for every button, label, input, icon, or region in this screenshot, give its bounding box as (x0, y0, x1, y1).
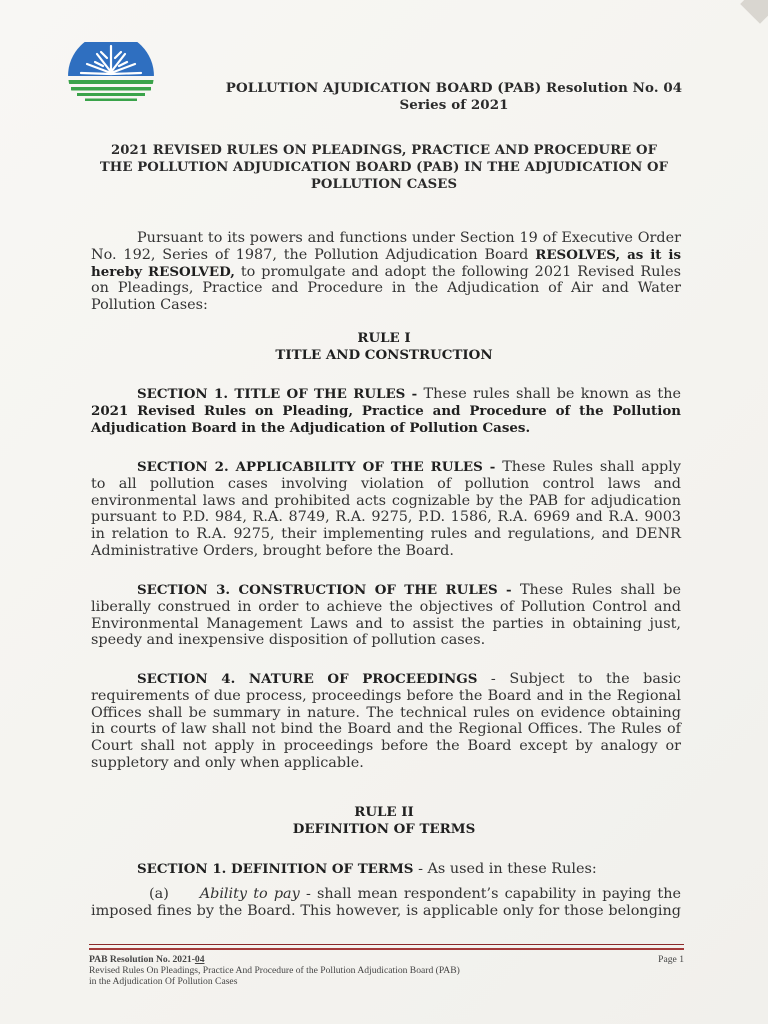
section-3-paragraph (91, 582, 681, 649)
rule-number: RULE I (357, 330, 411, 346)
text-line: Adjudication Board in the Adjudication of Pollution Cases. (91, 419, 531, 436)
text-line (91, 582, 681, 599)
item-marker: (a) (149, 886, 169, 902)
document-title (0, 142, 768, 193)
footer-number: 04 (194, 954, 205, 965)
resolved-bold: hereby RESOLVED, (91, 263, 235, 280)
section-heading: SECTION 2. APPLICABILITY OF THE RULES - (137, 459, 496, 475)
section-1-paragraph (91, 386, 681, 436)
title-line: POLLUTION CASES (310, 177, 458, 192)
text-line (91, 861, 681, 878)
rule-title: TITLE AND CONSTRUCTION (275, 347, 493, 364)
footer-divider (89, 948, 684, 950)
text-span: - As used in these Rules: (418, 861, 597, 877)
text-line: liberally construed in order to achieve the objectives of Pollution Control and (91, 598, 681, 615)
text-line: Pursuant to its powers and functions under Section 19 of Executive Order (137, 230, 681, 246)
footer-line: in the Adjudication Of Pollution Cases (89, 976, 238, 987)
footer-prefix: PAB Resolution No. 2021- (89, 954, 195, 965)
text-line (91, 886, 681, 903)
text-line: to all pollution cases involving violation of pollution control laws and (91, 475, 681, 492)
page-corner-fold (740, 0, 768, 24)
resolution-number: POLLUTION AJUDICATION BOARD (PAB) Resolution No. 04 (225, 80, 683, 96)
text-line: in relation to R.A. 9275, their implementing rules and regulations, and DENR (91, 526, 681, 543)
text-line: in courts of law shall not bind the Board and the Regional Offices. The Rules of (91, 721, 681, 738)
footer-resolution (89, 954, 684, 965)
rule-title: DEFINITION OF TERMS (292, 821, 476, 838)
text-line (91, 247, 681, 264)
section-heading: SECTION 1. DEFINITION OF TERMS (137, 861, 414, 877)
text-line: speedy and inexpensive disposition of pollution cases. (91, 632, 486, 649)
footer-divider (89, 944, 684, 945)
text-line: pursuant to P.D. 984, R.A. 8749, R.A. 9275, P.D. 1586, R.A. 6969 and R.A. 9003 (91, 509, 681, 526)
section-4-paragraph (91, 671, 681, 772)
title-line: THE POLLUTION ADJUDICATION BOARD (PAB) IN THE ADJUDICATION OF (99, 160, 669, 175)
text-span: to promulgate and adopt the following 2021 Revised Rules (240, 263, 682, 280)
section-heading: SECTION 1. TITLE OF THE RULES - (137, 386, 418, 402)
rule-heading (0, 804, 768, 839)
preamble-paragraph (91, 230, 681, 314)
rule-heading (0, 330, 768, 365)
definition-item-a (91, 886, 681, 920)
footer-line: Revised Rules On Pleadings, Practice And Procedure of the Pollution Adjudication Board (PAB) (89, 965, 460, 976)
text-span: These rules shall be known as the (423, 386, 682, 402)
text-line: suppletory and only when applicable. (91, 754, 364, 771)
text-line: Offices shall be summary in nature. The technical rules on evidence obtaining (91, 704, 681, 721)
text-line: Court shall not apply in proceedings before the Board except by analogy or (91, 738, 681, 755)
text-line: Environmental Management Laws and to assist the parties in obtaining just, (91, 615, 681, 632)
resolves-bold: RESOLVES, as it is (535, 246, 682, 263)
defined-term: Ability to pay (199, 886, 300, 902)
text-line (91, 264, 681, 281)
text-line: environmental laws and prohibited acts cognizable by the PAB for adjudication (91, 492, 681, 509)
definition-section-paragraph (91, 861, 681, 878)
text-span: These Rules shall apply (502, 459, 681, 475)
section-2-paragraph (91, 459, 681, 560)
text-span: No. 192, Series of 1987, the Pollution Adjudication Board (91, 246, 529, 263)
text-line: on Pleadings, Practice and Procedure in the Adjudication of Air and Water (91, 280, 681, 297)
text-span: - shall mean respondent’s capability in paying the (305, 886, 682, 902)
text-line: Pollution Cases: (91, 297, 208, 314)
rule-number: RULE II (354, 804, 414, 820)
section-heading: SECTION 4. NATURE OF PROCEEDINGS (137, 671, 478, 687)
text-line: imposed fines by the Board. This however, is applicable only for those belonging (91, 902, 681, 919)
text-span: - Subject to the basic (490, 671, 681, 687)
resolution-series: Series of 2021 (399, 97, 509, 113)
page-number: Page 1 (658, 954, 684, 965)
page-footer (89, 954, 684, 987)
text-span: These Rules shall be (519, 582, 682, 598)
text-line (91, 386, 681, 403)
text-line: 2021 Revised Rules on Pleading, Practice and Procedure of the Pollution (91, 402, 681, 419)
text-line (91, 671, 681, 688)
title-line: 2021 REVISED RULES ON PLEADINGS, PRACTICE AND PROCEDURE OF (110, 143, 658, 158)
resolution-header (70, 80, 768, 114)
section-heading: SECTION 3. CONSTRUCTION OF THE RULES - (137, 582, 512, 598)
text-line (91, 459, 681, 476)
text-line: requirements of due process, proceedings before the Board and in the Regional (91, 687, 681, 704)
text-line: Administrative Orders, brought before the Board. (91, 542, 454, 559)
